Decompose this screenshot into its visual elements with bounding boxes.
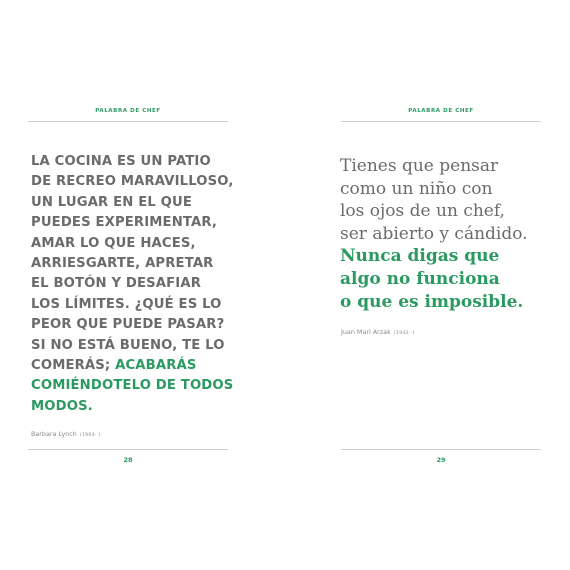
running-head: PALABRA DE CHEF (95, 108, 161, 114)
author-name: Barbara Lynch (31, 430, 77, 438)
quote-line: o que es imposible. (340, 291, 524, 312)
page-number: 28 (123, 456, 133, 464)
quote-line: COMIÉNDOTELO DE TODOS (31, 378, 234, 394)
author-dates: (1964- ) (79, 433, 101, 438)
quote-line: COMERÁS; ACABARÁS (31, 358, 197, 374)
top-rule (28, 121, 228, 122)
quote-line: los ojos de un chef, (340, 201, 505, 222)
quote-line: ARRIESGARTE, APRETAR (31, 256, 214, 272)
author-name: Juan Mari Arzak (341, 328, 391, 336)
running-head: PALABRA DE CHEF (408, 108, 474, 114)
quote-line: Nunca digas que (340, 246, 500, 267)
quote-line: Tienes que pensar (340, 156, 499, 176)
quote-text (340, 155, 550, 313)
quote-line: LA COCINA ES UN PATIO (31, 154, 211, 169)
quote-line: PUEDES EXPERIMENTAR, (31, 215, 218, 231)
page-number: 29 (436, 456, 446, 464)
bottom-rule (341, 449, 541, 450)
bottom-rule (28, 449, 228, 450)
author-dates: (1942- ) (393, 331, 415, 336)
quote-line: MODOS. (31, 398, 93, 414)
quote-line: ser abierto y cándido. (340, 223, 528, 244)
left-page (28, 0, 234, 570)
author-attribution (31, 430, 101, 438)
author-attribution (341, 328, 415, 336)
quote-line: LOS LÍMITES. ¿QUÉ ES LO (31, 296, 222, 312)
quote-line: algo no funciona (340, 268, 500, 289)
quote-line: UN LUGAR EN EL QUE (31, 194, 193, 210)
quote-text (31, 152, 234, 417)
quote-line: como un niño con (340, 178, 493, 199)
right-page (341, 0, 541, 570)
quote-line: EL BOTÓN Y DESAFIAR (31, 276, 202, 292)
quote-line: PEOR QUE PUEDE PASAR? (31, 317, 225, 333)
quote-line: SI NO ESTÁ BUENO, TE LO (31, 337, 225, 353)
top-rule (341, 121, 541, 122)
quote-line: DE RECREO MARAVILLOSO, (31, 174, 234, 190)
quote-line: AMAR LO QUE HACES, (31, 235, 196, 251)
